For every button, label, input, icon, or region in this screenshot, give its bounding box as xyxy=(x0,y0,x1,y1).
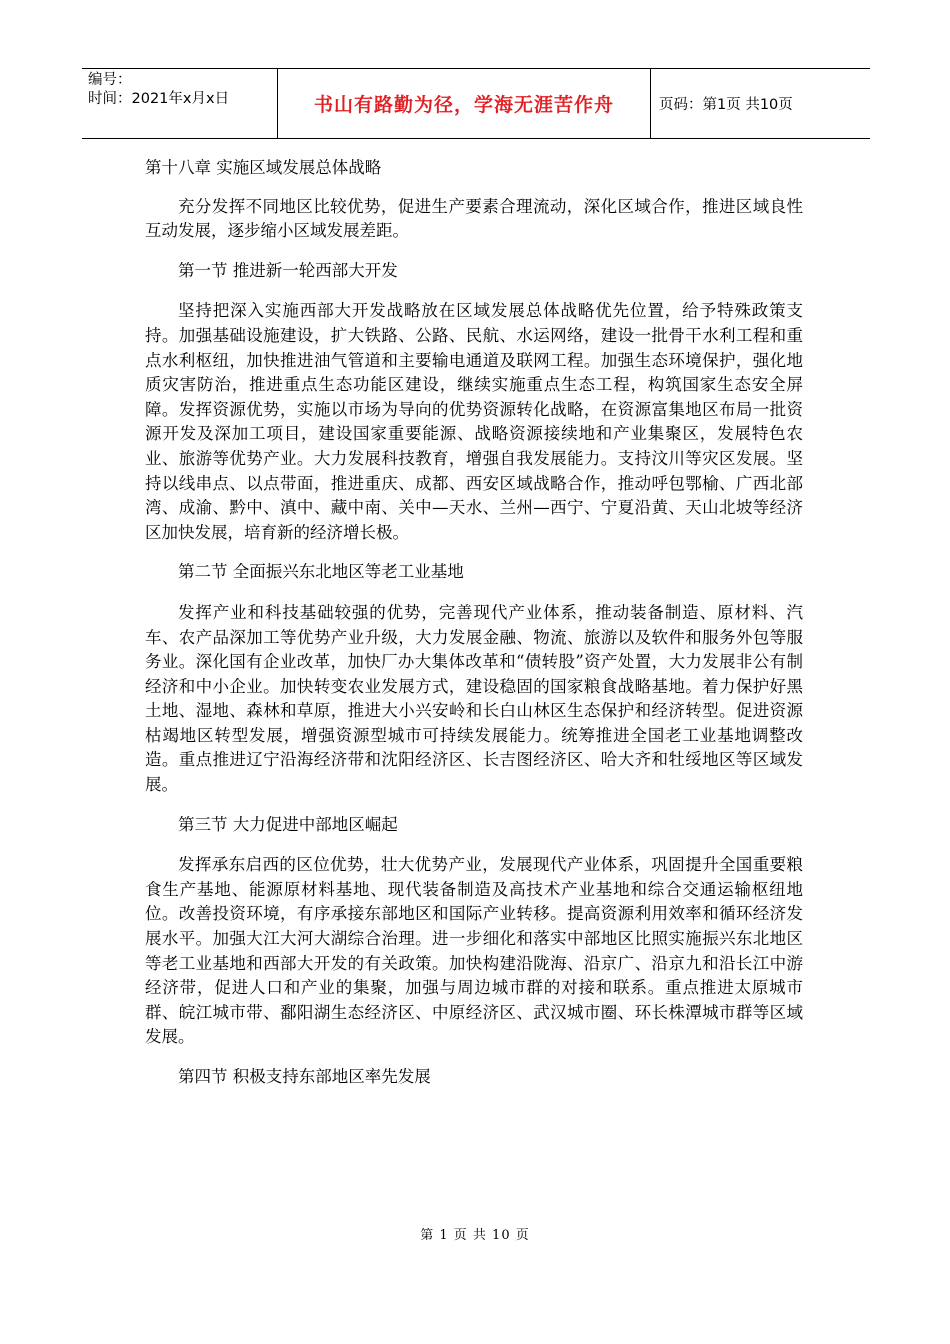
document-date-label: 时间：2021年x月x日 xyxy=(88,91,230,107)
section-text-3: 发挥承东启西的区位优势，壮大优势产业，发展现代产业体系，巩固提升全国重要粮食生产基地、能源原材料基地、现代装备制造及高技术产业基地和综合交通运输枢纽地位。改善投资环境，有序承接东部地区和国际产业转移。提高资源利用效率和循环经济发展水平。加强大江大河大湖综合治理。进一步细化和落实中部地区比照实施振兴东北地区等老工业基地和西部大开发的有关政策。加快构建沿陇海、沿京广、沿京九和沿长江中游经济带，促进人口和产业的集聚，加强与周边城市群的对接和联系。重点推进太原城市群、皖江城市带、鄱阳湖生态经济区、中原经济区、武汉城市圈、环长株潭城市群等区域发展。 xyxy=(145,855,803,1047)
page-footer: 第 1 页 共 10 页 xyxy=(420,1228,530,1243)
header-motto: 书山有路勤为径，学海无涯苦作舟 xyxy=(278,69,651,138)
document-number-label: 编号： xyxy=(88,72,132,88)
chapter-title: 第十八章 实施区域发展总体战略 xyxy=(145,158,382,177)
section-title-3: 第三节 大力促进中部地区崛起 xyxy=(178,814,398,834)
header-meta xyxy=(82,69,278,138)
section-title-2: 第二节 全面振兴东北地区等老工业基地 xyxy=(178,562,464,582)
section-title-4: 第四节 积极支持东部地区率先发展 xyxy=(178,1067,431,1086)
section-text-1: 坚持把深入实施西部大开发战略放在区域发展总体战略优先位置，给予特殊政策支持。加强基础设施建设，扩大铁路、公路、民航、水运网络，建设一批骨干水利工程和重点水利枢纽，加快推进油气管道和主要输电通道及联网工程。加强生态环境保护，强化地质灾害防治，推进重点生态功能区建设，继续实施重点生态工程，构筑国家生态安全屏障。发挥资源优势，实施以市场为导向的优势资源转化战略，在资源富集地区布局一批资源开发及深加工项目，建设国家重要能源、战略资源接续地和产业集聚区，发展特色农业、旅游等优势产业。大力发展科技教育，增强自我发展能力。支持汶川等灾区发展。坚持以线串点、以点带面，推进重庆、成都、西安区域战略合作，推动呼包鄂榆、广西北部湾、成渝、黔中、滇中、藏中南、关中—天水、兰州—西宁、宁夏沿黄、天山北坡等经济区加快发展，培育新的经济增长极。 xyxy=(145,301,803,542)
section-title-1: 第一节 推进新一轮西部大开发 xyxy=(178,260,398,280)
page-header xyxy=(82,68,870,139)
chapter-intro: 充分发挥不同地区比较优势，促进生产要素合理流动，深化区域合作，推进区域良性互动发展，逐步缩小区域发展差距。 xyxy=(145,196,803,241)
header-page-info: 页码：第1页 共10页 xyxy=(659,97,793,113)
section-text-2: 发挥产业和科技基础较强的优势，完善现代产业体系，推动装备制造、原材料、汽车、农产品深加工等优势产业升级，大力发展金融、物流、旅游以及软件和服务外包等服务业。深化国有企业改革，加快厂办大集体改革和“债转股”资产处置，大力发展非公有制经济和中小企业。加快转变农业发展方式，建设稳固的国家粮食战略基地。着力保护好黑土地、湿地、森林和草原，推进大小兴安岭和长白山林区生态保护和经济转型。促进资源枯竭地区转型发展，增强资源型城市可持续发展能力。统筹推进全国老工业基地调整改造。重点推进辽宁沿海经济带和沈阳经济区、长吉图经济区、哈大齐和牡绥地区等区域发展。 xyxy=(145,602,803,795)
document-body xyxy=(145,156,803,1106)
